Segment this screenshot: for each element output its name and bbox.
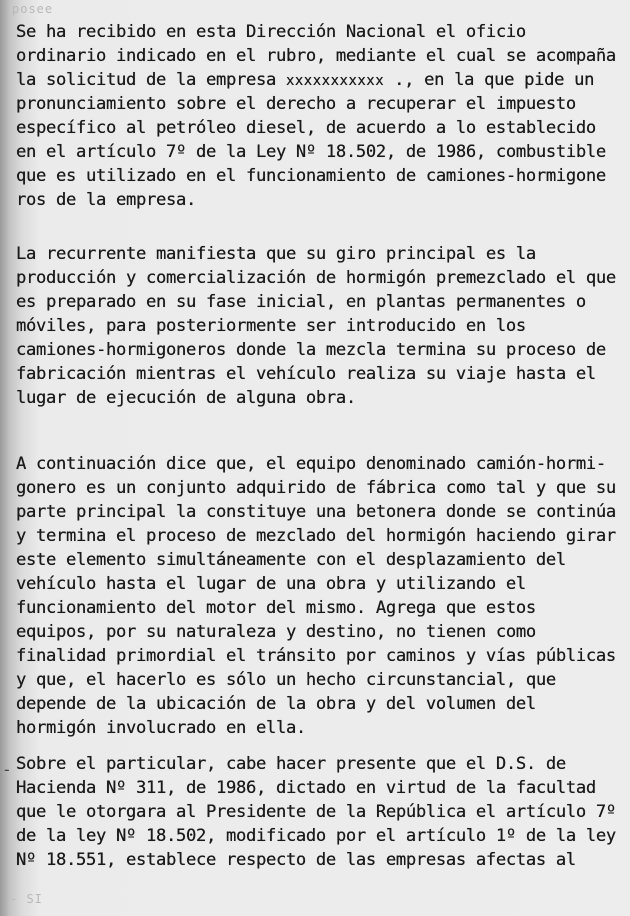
paragraph-1-line-3 (16, 68, 616, 92)
paragraph-2-line-2: producción y comercialización de hormigón premezclado el que (16, 268, 616, 288)
paragraph-1-line-5: específico al petróleo diesel, de acuerdo a lo establecido (16, 118, 596, 138)
paragraph-1-line-7: que es utilizado en el funcionamiento de camiones-hormigone (16, 166, 606, 186)
paragraph-4-bullet: - (2, 760, 12, 779)
paragraph-2-line-7: lugar de ejecución de alguna obra. (16, 388, 356, 408)
line-3-tail: ., en la que pide un (384, 70, 595, 90)
paragraph-3 (16, 452, 616, 740)
paragraph-3-line-8: equipos, por su naturaleza y destino, no tienen como (16, 622, 536, 642)
paragraph-2-line-6: fabricación mientras el vehículo realiza su viaje hasta el (16, 364, 596, 384)
line-3-lead: la solicitud de la empresa (16, 70, 286, 90)
paragraph-2-line-3: es preparado en su fase inicial, en plantas permanentes o (16, 292, 586, 312)
paragraph-3-line-6: vehículo hasta el lugar de una obra y utilizando el (16, 574, 526, 594)
paragraph-2-line-5: camiones-hormigoneros donde la mezcla termina su proceso de (16, 340, 606, 360)
paragraph-1-line-8: ros de la empresa. (16, 190, 196, 210)
paragraph-3-line-11: depende de la ubicación de la obra y del volumen del (16, 694, 536, 714)
paragraph-1-line-4: pronunciamiento sobre el derecho a recuperar el impuesto (16, 94, 576, 114)
paragraph-3-line-9: finalidad primordial el tránsito por caminos y vías públicas (16, 646, 616, 666)
paragraph-3-line-12: hormigón involucrado en ella. (16, 718, 306, 738)
paragraph-3-line-3: parte principal la constituye una betonera donde se continúa (16, 502, 616, 522)
paragraph-3-line-4: y termina el proceso de mezclado del hormigón haciendo girar (16, 526, 616, 546)
paragraph-4-line-2: Hacienda Nº 311, de 1986, dictado en virtud de la facultad (16, 778, 596, 798)
paragraph-2 (16, 242, 616, 410)
paragraph-1-line-2: ordinario indicado en el rubro, mediante el cual se acompaña (16, 46, 616, 66)
paragraph-2-line-1: La recurrente manifiesta que su giro principal es la (16, 244, 536, 264)
paragraph-4-line-4: de la ley Nº 18.502, modificado por el artículo 1º de la ley (16, 826, 616, 846)
bleed-through-text-top: posee (12, 2, 54, 16)
paragraph-4-line-1: Sobre el particular, cabe hacer presente que el D.S. de (16, 754, 566, 774)
paragraph-3-line-2: gonero es un conjunto adquirido de fábrica como tal y que su (16, 478, 616, 498)
bleed-through-text-bottom: - SI (10, 892, 43, 906)
paragraph-1-line-6: en el artículo 7º de la Ley Nº 18.502, de 1986, combustible (16, 142, 606, 162)
paragraph-3-line-1: A continuación dice que, el equipo denominado camión-hormi- (16, 454, 606, 474)
paragraph-1-line-1: Se ha recibido en esta Dirección Nacional el oficio (16, 22, 526, 42)
paragraph-3-line-5: este elemento simultáneamente con el desplazamiento del (16, 550, 566, 570)
paragraph-3-line-10: y que, el hacerlo es sólo un hecho circunstancial, que (16, 670, 556, 690)
masked-company-name: xxxxxxxxxxx (285, 73, 385, 89)
paragraph-4-line-5: Nº 18.551, establece respecto de las empresas afectas al (16, 850, 576, 870)
paragraph-4-line-3: que le otorgara al Presidente de la República el artículo 7º (16, 802, 616, 822)
paragraph-2-line-4: móviles, para posteriormente ser introducido en los (16, 316, 526, 336)
paragraph-1 (16, 20, 616, 212)
paragraph-4 (16, 752, 616, 872)
paragraph-3-line-7: funcionamiento del motor del mismo. Agrega que estos (16, 598, 536, 618)
